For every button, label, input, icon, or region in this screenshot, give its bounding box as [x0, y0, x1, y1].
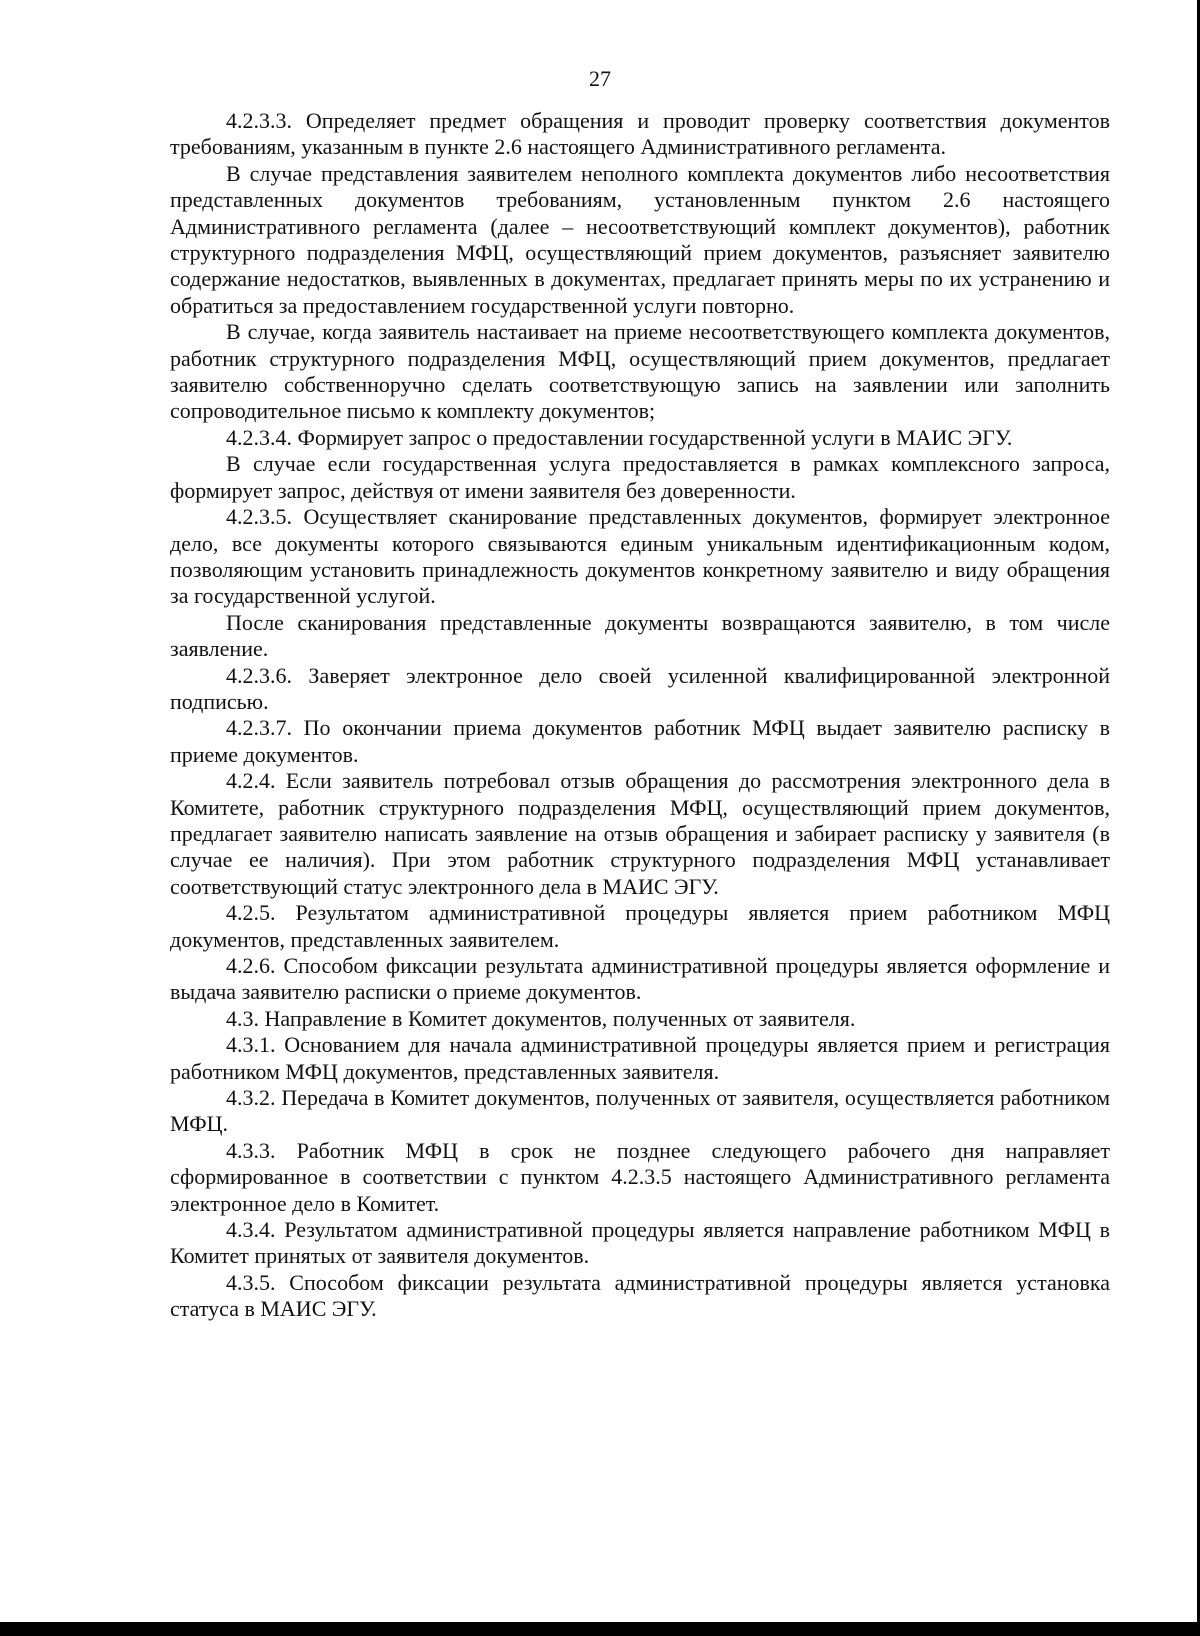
paragraph-4-2-3-4: 4.2.3.4. Формирует запрос о предоставлении государственной услуги в МАИС ЭГУ.	[226, 424, 1013, 450]
paragraph-complex-request: В случае если государственная услуга предоставляется в рамках комплексного запроса, формирует запрос, действуя от имени заявителя без доверенности.	[170, 451, 1110, 503]
paragraph-4-3: 4.3. Направление в Комитет документов, полученных от заявителя.	[226, 1005, 856, 1031]
paragraph-incomplete-documents: В случае представления заявителем неполного комплекта документов либо несоответствия представленных документов требованиям, установленным пунктом 2.6 настоящего Административного регламента (далее – несоответствующий комплект документов), работник структурного подразделения МФЦ, осуществляющий прием документов, разъясняет заявителю содержание недостатков, выявленных в документах, предлагает принять меры по их устранению и обратиться за предоставлением государственной услуги повторно.	[170, 160, 1110, 318]
paragraph-4-2-3-7: 4.2.3.7. По окончании приема документов работник МФЦ выдает заявителю расписку в приеме документов.	[170, 715, 1110, 767]
paragraph-4-2-3-3: 4.2.3.3. Определяет предмет обращения и проводит проверку соответствия документов требованиям, указанным в пункте 2.6 настоящего Административного регламента.	[170, 108, 1110, 160]
paragraph-4-3-4: 4.3.4. Результатом административной процедуры является направление работником МФЦ в Комитет принятых от заявителя документов.	[170, 1217, 1110, 1269]
paragraph-4-2-3-6: 4.2.3.6. Заверяет электронное дело своей усиленной квалифицированной электронной подписью.	[170, 662, 1110, 714]
paragraph-4-3-1: 4.3.1. Основанием для начала административной процедуры является прием и регистрация работником МФЦ документов, представленных заявителя.	[170, 1032, 1110, 1084]
paragraph-after-scanning: После сканирования представленные документы возвращаются заявителю, в том числе заявление.	[170, 609, 1110, 662]
page-number: 27	[589, 66, 611, 91]
paragraph-4-3-5: 4.3.5. Способом фиксации результата административной процедуры является установка статуса в МАИС ЭГУ.	[170, 1269, 1110, 1322]
paragraph-4-2-3-5: 4.2.3.5. Осуществляет сканирование представленных документов, формирует электронное дело, все документы которого связываются единым уникальным идентификационным кодом, позволяющим установить принадлежность документов конкретному заявителю и виду обращения за государственной услугой.	[170, 504, 1110, 609]
paragraph-applicant-insists: В случае, когда заявитель настаивает на приеме несоответствующего комплекта документов, работник структурного подразделения МФЦ, осуществляющий прием документов, предлагает заявителю собственноручно сделать соответствующую запись на заявлении или заполнить сопроводительное письмо к комплекту документов;	[170, 319, 1110, 424]
scan-edge-bottom	[0, 1622, 1200, 1636]
paragraph-4-2-5: 4.2.5. Результатом административной процедуры является прием работником МФЦ документов, представленных заявителем.	[170, 900, 1110, 952]
paragraph-4-3-3: 4.3.3. Работник МФЦ в срок не позднее следующего рабочего дня направляет сформированное в соответствии с пунктом 4.2.3.5 настоящего Административного регламента электронное дело в Комитет.	[170, 1137, 1110, 1216]
paragraph-4-2-4: 4.2.4. Если заявитель потребовал отзыв обращения до рассмотрения электронного дела в Комитете, работник структурного подразделения МФЦ, осуществляющий прием документов, предлагает заявителю написать заявление на отзыв обращения и забирает расписку у заявителя (в случае ее наличия). При этом работник структурного подразделения МФЦ устанавливает соответствующий статус электронного дела в МАИС ЭГУ.	[170, 768, 1110, 899]
document-body	[170, 108, 1110, 1323]
paragraph-4-3-2: 4.3.2. Передача в Комитет документов, полученных от заявителя, осуществляется работником МФЦ.	[170, 1085, 1110, 1137]
paragraph-4-2-6: 4.2.6. Способом фиксации результата административной процедуры является оформление и выдача заявителю расписки о приеме документов.	[170, 953, 1110, 1005]
